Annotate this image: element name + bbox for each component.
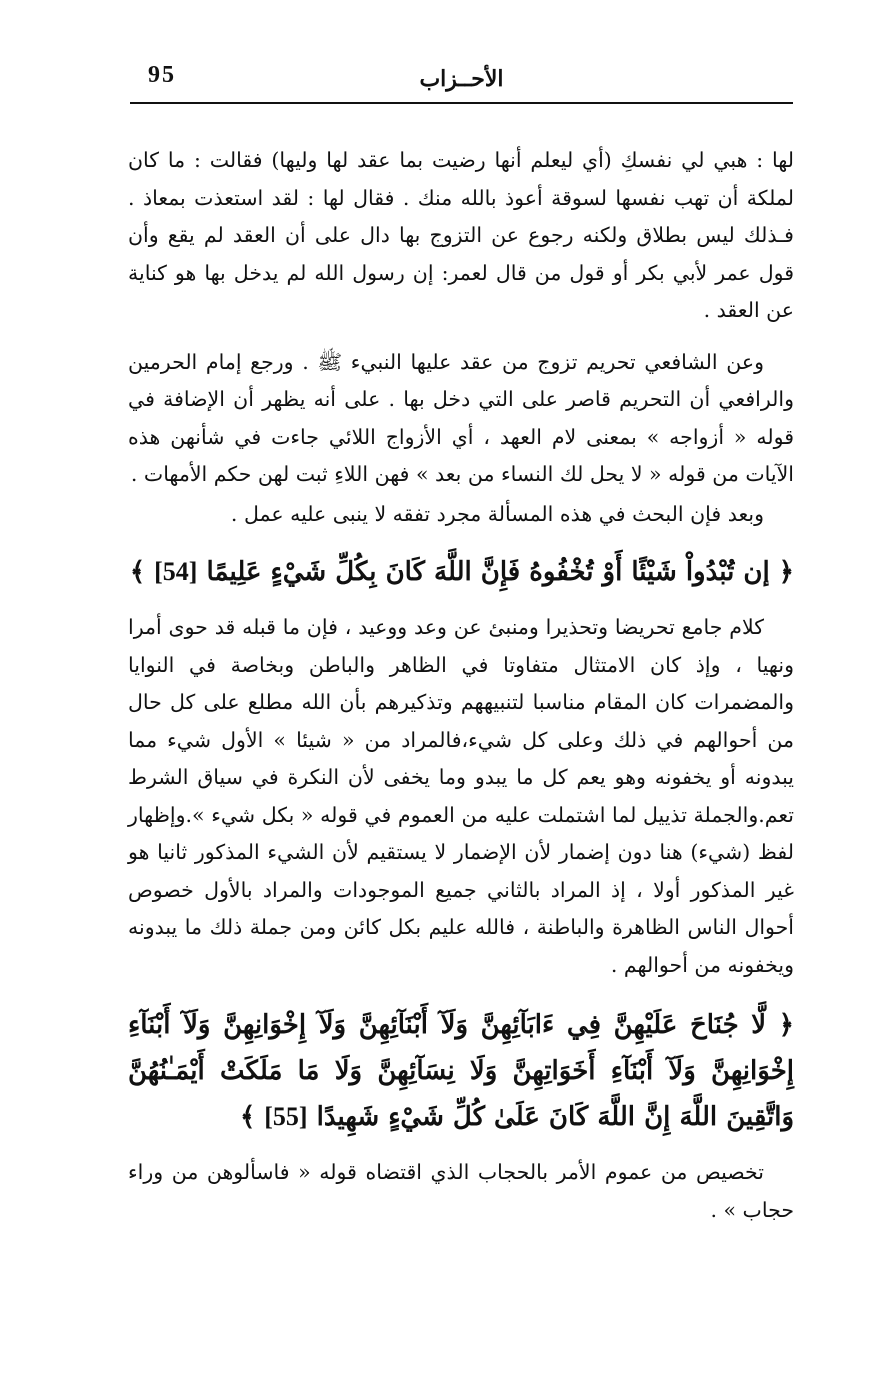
verse-open-bracket: ﴿ bbox=[778, 557, 794, 587]
verse-text: إن تُبْدُواْ شَيْئًا أَوْ تُخْفُوهُ فَإِنَّ اللَّهَ كَانَ بِكُلِّ شَيْءٍ عَلِيمًا bbox=[206, 557, 770, 587]
paragraph-1: لها : هبي لي نفسكِ (أي ليعلم أنها رضيت بما عقد لها وليها) فقالت : ما كان لملكة أن تهب نفسها لسوقة أعوذ بالله منك . فقال لها : لقد استعذت بمعاذ . فـذلك ليس بطلاق ولكنه رجوع عن التزوج بها دال على أن العقد لم يقع وأن قول عمر لأبي بكر أو قول من قال لعمر: إن رسول الله لم يدخل بها هو كناية عن العقد . bbox=[128, 148, 794, 322]
verse-close-bracket: ﴾ bbox=[239, 1102, 256, 1132]
verse-open-bracket: ﴿ bbox=[778, 1010, 794, 1040]
quran-verse-54 bbox=[128, 549, 794, 595]
quran-verse-55 bbox=[128, 1002, 794, 1140]
paragraph-5: تخصيص من عموم الأمر بالحجاب الذي اقتضاه قوله « فاسألوهن من وراء حجاب » . bbox=[128, 1160, 794, 1222]
paragraph-2: وعن الشافعي تحريم تزوج من عقد عليها النبيء ﷺ . ورجع إمام الحرمين والرافعي أن التحريم قاصر على التي دخل بها . على أنه يظهر أن الإضافة في قوله « أزواجه » بمعنى لام العهد ، أي الأزواج اللائي جاءت في شأنهن هذه الآيات من قوله « لا يحل لك النساء من بعد » فهن اللاءِ ثبت لهن حكم الأمهات . bbox=[128, 349, 794, 486]
verse-close-bracket: ﴾ bbox=[129, 557, 146, 587]
verse-number: [55] bbox=[264, 1102, 308, 1131]
page-number: 95 bbox=[148, 62, 176, 88]
header-rule bbox=[130, 102, 793, 104]
running-title: الأحــزاب bbox=[419, 66, 504, 92]
page-header bbox=[130, 58, 793, 102]
paragraph-3: وبعد فإن البحث في هذه المسألة مجرد تفقه لا ينبى عليه عمل . bbox=[230, 501, 764, 526]
page-body bbox=[128, 142, 794, 1229]
paragraph-4: كلام جامع تحريضا وتحذيرا ومنبئ عن وعد ووعيد ، فإن ما قبله قد حوى أمرا ونهيا ، وإذ كان الامتثال متفاوتا في الظاهر والباطن وبخاصة في النوايا والمضمرات كان المقام مناسبا لتنبيههم وتذكيرهم بأن الله مطلع على كل حال من أحوالهم في ذلك وعلى كل شيء،فالمراد من « شيئا » الأول شيء مما يبدونه أو يخفونه وهو يعم كل ما يبدو وما يخفى لأن النكرة في سياق الشرط تعم.والجملة تذييل لما اشتملت عليه من العموم في قوله « بكل شيء ».وإظهار لفظ (شيء) هنا دون إضمار لأن الإضمار لا يستقيم لأن الشيء المذكور ثانيا هو غير المذكور أولا ، إذ المراد بالثاني جميع الموجودات والمراد بالأول خصوص أحوال الناس الظاهرة والباطنة ، فالله عليم بكل كائن ومن جملة ذلك ما يبدونه ويخفونه من أحوالهم . bbox=[128, 615, 794, 977]
verse-text: لَّا جُنَاحَ عَلَيْهِنَّ فِي ءَابَآئِهِنَّ وَلَآ أَبْنَآئِهِنَّ وَلَآ إِخْوَانِهِنَّ وَلَآ أَبْنَآءِ إِخْوَانِهِنَّ وَلَآ أَبْنَآءِ أَخَوَاتِهِنَّ وَلَا نِسَآئِهِنَّ وَلَا مَا مَلَكَتْ أَيْمَـٰنُهُنَّ وَاتَّقِينَ اللَّهَ إِنَّ اللَّهَ كَانَ عَلَىٰ كُلِّ شَيْءٍ شَهِيدًا bbox=[128, 1010, 794, 1132]
verse-number: [54] bbox=[154, 557, 198, 586]
